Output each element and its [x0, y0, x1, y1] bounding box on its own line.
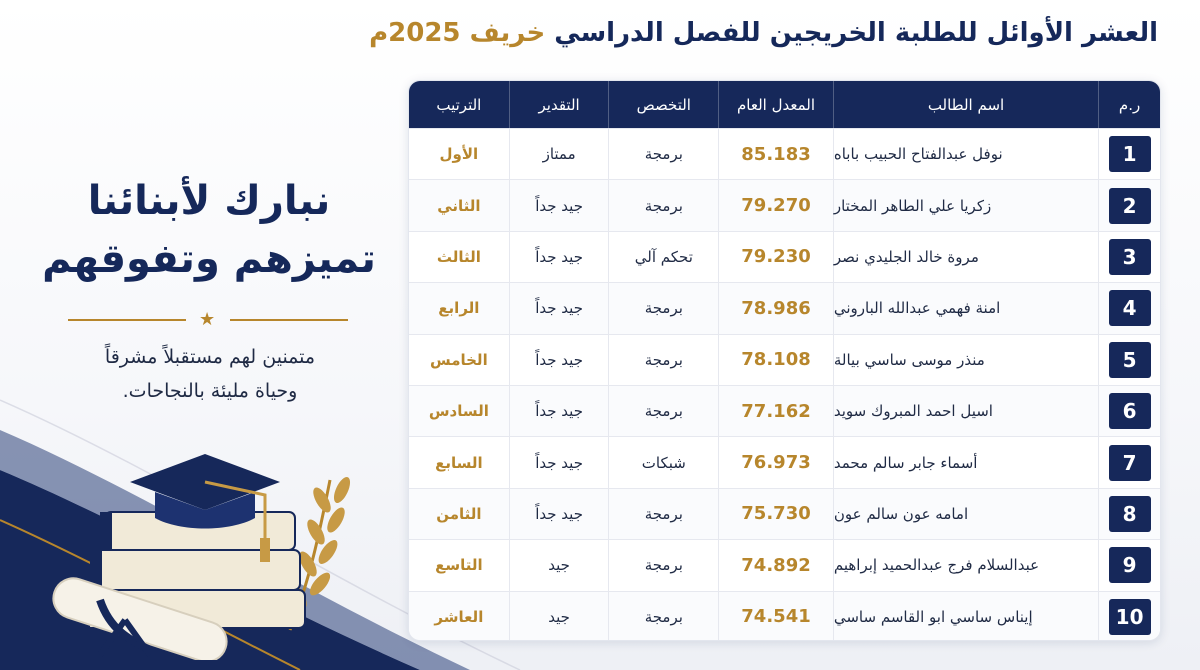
- cell-gpa: [718, 386, 833, 436]
- row-number-badge: 1: [1109, 136, 1151, 172]
- header-grade: التقدير: [509, 81, 609, 128]
- rank-value: العاشر: [434, 607, 484, 626]
- cell-num: [1098, 592, 1160, 641]
- table-row: [409, 231, 1160, 282]
- table-row: [409, 539, 1160, 590]
- header-major: التخصص: [608, 81, 718, 128]
- page-title: [369, 18, 1158, 48]
- cell-name: اسيل احمد المبروك سويد: [833, 386, 1098, 436]
- cell-grade: جيد جداً: [509, 283, 609, 333]
- table-row: [409, 128, 1160, 179]
- cell-gpa: [718, 437, 833, 487]
- row-number-badge: 5: [1109, 342, 1151, 378]
- cell-gpa: [718, 335, 833, 385]
- table-row: [409, 488, 1160, 539]
- wish-line-2: وحياة مليئة بالنجاحات.: [122, 380, 298, 402]
- table-row: [409, 591, 1160, 641]
- rank-value: السابع: [435, 453, 483, 472]
- rank-value: الأول: [439, 145, 479, 164]
- cell-num: [1098, 437, 1160, 487]
- cell-rank: [409, 540, 509, 590]
- cell-num: [1098, 283, 1160, 333]
- cell-grade: جيد جداً: [509, 489, 609, 539]
- congrats-line-2: تميزهم وتفوقهم: [42, 236, 376, 282]
- gpa-value: 78.986: [741, 297, 811, 319]
- cell-major: برمجة: [608, 540, 718, 590]
- header-num: ر.م: [1098, 81, 1160, 128]
- cell-rank: [409, 592, 509, 641]
- cell-num: [1098, 232, 1160, 282]
- cell-gpa: [718, 180, 833, 230]
- table-body: [409, 128, 1160, 641]
- cell-name: عبدالسلام فرج عبدالحميد إبراهيم: [833, 540, 1098, 590]
- table-row: [409, 334, 1160, 385]
- rank-value: الرابع: [438, 299, 480, 318]
- cell-gpa: [718, 232, 833, 282]
- row-number-badge: 6: [1109, 393, 1151, 429]
- row-number-badge: 9: [1109, 547, 1151, 583]
- cell-major: برمجة: [608, 592, 718, 641]
- title-accent: خريف 2025م: [369, 18, 546, 48]
- cell-name: إيناس ساسي ابو القاسم ساسي: [833, 592, 1098, 641]
- gpa-value: 77.162: [741, 400, 811, 422]
- cell-grade: جيد جداً: [509, 335, 609, 385]
- gpa-value: 75.730: [741, 503, 811, 525]
- rank-value: التاسع: [435, 556, 483, 575]
- divider-line-right: [230, 319, 348, 321]
- gpa-value: 79.230: [741, 246, 811, 268]
- rank-value: السادس: [428, 402, 489, 421]
- rank-value: الثامن: [436, 504, 482, 523]
- cell-rank: [409, 232, 509, 282]
- cell-name: امنة فهمي عبدالله الباروني: [833, 283, 1098, 333]
- header-name: اسم الطالب: [833, 81, 1098, 128]
- row-number-badge: 4: [1109, 290, 1151, 326]
- congrats-line-1: نبارك لأبنائنا: [87, 178, 331, 224]
- gpa-value: 76.973: [741, 452, 811, 474]
- wish-line-1: متمنين لهم مستقبلاً مشرقاً: [104, 346, 316, 368]
- cell-major: برمجة: [608, 180, 718, 230]
- cell-grade: جيد جداً: [509, 232, 609, 282]
- cell-major: تحكم آلي: [608, 232, 718, 282]
- cell-gpa: [718, 592, 833, 641]
- cell-num: [1098, 386, 1160, 436]
- table-row: [409, 282, 1160, 333]
- cell-major: برمجة: [608, 129, 718, 179]
- cell-gpa: [718, 540, 833, 590]
- title-main: العشر الأوائل للطلبة الخريجين للفصل الدراسي: [554, 18, 1158, 48]
- cell-name: مروة خالد الجليدي نصر: [833, 232, 1098, 282]
- gpa-value: 85.183: [741, 143, 811, 165]
- cell-rank: [409, 437, 509, 487]
- cell-num: [1098, 489, 1160, 539]
- cell-grade: جيد جداً: [509, 386, 609, 436]
- row-number-badge: 8: [1109, 496, 1151, 532]
- cell-grade: ممتاز: [509, 129, 609, 179]
- cell-num: [1098, 335, 1160, 385]
- ornament-divider: [68, 309, 348, 330]
- table-row: [409, 179, 1160, 230]
- row-number-badge: 10: [1109, 599, 1151, 635]
- honor-table: [408, 80, 1161, 641]
- cell-name: نوفل عبدالفتاح الحبيب باباه: [833, 129, 1098, 179]
- header-rank: الترتيب: [436, 95, 482, 114]
- cell-gpa: [718, 283, 833, 333]
- cell-gpa: [718, 129, 833, 179]
- cell-major: برمجة: [608, 335, 718, 385]
- cell-name: أسماء جابر سالم محمد: [833, 437, 1098, 487]
- rank-value: الخامس: [430, 350, 488, 369]
- gpa-value: 78.108: [741, 349, 811, 371]
- cell-gpa: [718, 489, 833, 539]
- cell-rank: [409, 283, 509, 333]
- cell-grade: جيد: [509, 540, 609, 590]
- cell-rank: [409, 129, 509, 179]
- cell-name: منذر موسى ساسي بيالة: [833, 335, 1098, 385]
- cell-rank: [409, 489, 509, 539]
- cell-rank: [409, 386, 509, 436]
- gpa-value: 74.541: [741, 606, 811, 628]
- cell-name: زكريا علي الطاهر المختار: [833, 180, 1098, 230]
- star-icon: ★: [199, 309, 216, 330]
- cell-grade: جيد: [509, 592, 609, 641]
- cell-major: برمجة: [608, 489, 718, 539]
- gpa-value: 74.892: [741, 554, 811, 576]
- cell-grade: جيد جداً: [509, 437, 609, 487]
- rank-value: الثالث: [436, 247, 481, 266]
- cell-num: [1098, 129, 1160, 179]
- row-number-badge: 2: [1109, 188, 1151, 224]
- congrats-message: [40, 172, 378, 288]
- cell-major: شبكات: [608, 437, 718, 487]
- cell-major: برمجة: [608, 386, 718, 436]
- cell-name: امامه عون سالم عون: [833, 489, 1098, 539]
- cell-rank: [409, 180, 509, 230]
- cell-rank: [409, 335, 509, 385]
- table-row: [409, 436, 1160, 487]
- row-number-badge: 3: [1109, 239, 1151, 275]
- rank-value: الثاني: [437, 196, 481, 215]
- table-row: [409, 385, 1160, 436]
- cell-num: [1098, 540, 1160, 590]
- divider-line-left: [68, 319, 186, 321]
- graduation-illustration: [30, 440, 390, 660]
- header-gpa: المعدل العام: [718, 81, 833, 128]
- wish-text: [60, 340, 360, 408]
- gpa-value: 79.270: [741, 195, 811, 217]
- cell-grade: جيد جداً: [509, 180, 609, 230]
- cell-num: [1098, 180, 1160, 230]
- table-header: [409, 81, 1160, 128]
- row-number-badge: 7: [1109, 445, 1151, 481]
- cell-major: برمجة: [608, 283, 718, 333]
